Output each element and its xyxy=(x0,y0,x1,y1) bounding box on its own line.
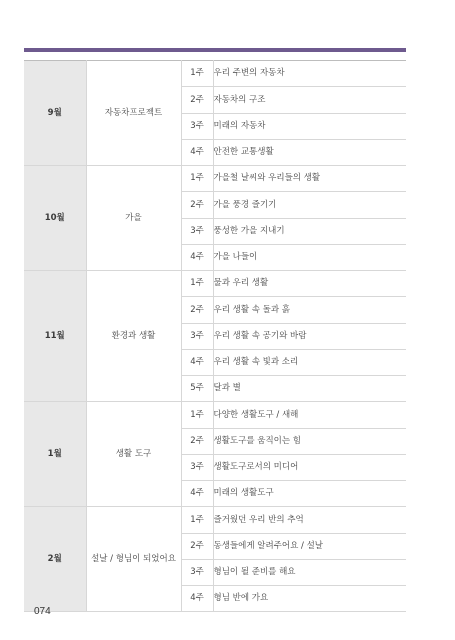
week-cell: 3주 xyxy=(181,559,213,585)
topic-cell: 생활도구로서의 미디어 xyxy=(213,454,406,480)
topic-cell: 가을 풍경 즐기기 xyxy=(213,192,406,218)
week-cell: 2주 xyxy=(181,533,213,559)
table-row xyxy=(24,61,406,87)
week-cell: 2주 xyxy=(181,297,213,323)
theme-cell: 가을 xyxy=(86,166,181,271)
week-cell: 3주 xyxy=(181,454,213,480)
topic-cell: 우리 주변의 자동차 xyxy=(213,61,406,87)
theme-cell: 환경과 생활 xyxy=(86,271,181,402)
week-cell: 3주 xyxy=(181,323,213,349)
topic-cell: 형님 반에 가요 xyxy=(213,586,406,612)
week-cell: 4주 xyxy=(181,586,213,612)
topic-cell: 미래의 생활도구 xyxy=(213,481,406,507)
week-cell: 1주 xyxy=(181,402,213,428)
topic-cell: 즐거웠던 우리 반의 추억 xyxy=(213,507,406,533)
topic-cell: 우리 생활 속 돌과 흙 xyxy=(213,297,406,323)
curriculum-table xyxy=(24,60,406,612)
topic-cell: 우리 생활 속 빛과 소리 xyxy=(213,349,406,375)
month-cell: 2월 xyxy=(24,507,86,612)
topic-cell: 달과 별 xyxy=(213,376,406,402)
week-cell: 4주 xyxy=(181,481,213,507)
week-cell: 4주 xyxy=(181,139,213,165)
week-cell: 4주 xyxy=(181,244,213,270)
week-cell: 1주 xyxy=(181,166,213,192)
table-row xyxy=(24,166,406,192)
week-cell: 1주 xyxy=(181,507,213,533)
week-cell: 2주 xyxy=(181,428,213,454)
topic-cell: 미래의 자동차 xyxy=(213,113,406,139)
topic-cell: 풍성한 가을 지내기 xyxy=(213,218,406,244)
month-cell: 10월 xyxy=(24,166,86,271)
table-row xyxy=(24,402,406,428)
topic-cell: 다양한 생활도구 / 새해 xyxy=(213,402,406,428)
theme-cell: 설날 / 형님이 되었어요 xyxy=(86,507,181,612)
table-row xyxy=(24,271,406,297)
topic-cell: 자동차의 구조 xyxy=(213,87,406,113)
week-cell: 5주 xyxy=(181,376,213,402)
topic-cell: 우리 생활 속 공기와 바람 xyxy=(213,323,406,349)
topic-cell: 물과 우리 생활 xyxy=(213,271,406,297)
header-divider xyxy=(24,48,406,52)
topic-cell: 동생들에게 알려주어요 / 설날 xyxy=(213,533,406,559)
topic-cell: 가을 나들이 xyxy=(213,244,406,270)
month-cell: 11월 xyxy=(24,271,86,402)
week-cell: 2주 xyxy=(181,87,213,113)
theme-cell: 생활 도구 xyxy=(86,402,181,507)
month-cell: 1월 xyxy=(24,402,86,507)
topic-cell: 가을철 날씨와 우리들의 생활 xyxy=(213,166,406,192)
table-row xyxy=(24,507,406,533)
page-number: 074 xyxy=(34,606,51,617)
topic-cell: 생활도구를 움직이는 힘 xyxy=(213,428,406,454)
curriculum-table-body xyxy=(24,61,406,612)
week-cell: 3주 xyxy=(181,218,213,244)
topic-cell: 형님이 될 준비를 해요 xyxy=(213,559,406,585)
week-cell: 1주 xyxy=(181,271,213,297)
topic-cell: 안전한 교통생활 xyxy=(213,139,406,165)
week-cell: 3주 xyxy=(181,113,213,139)
week-cell: 1주 xyxy=(181,61,213,87)
week-cell: 4주 xyxy=(181,349,213,375)
month-cell: 9월 xyxy=(24,61,86,166)
week-cell: 2주 xyxy=(181,192,213,218)
theme-cell: 자동차프로젝트 xyxy=(86,61,181,166)
